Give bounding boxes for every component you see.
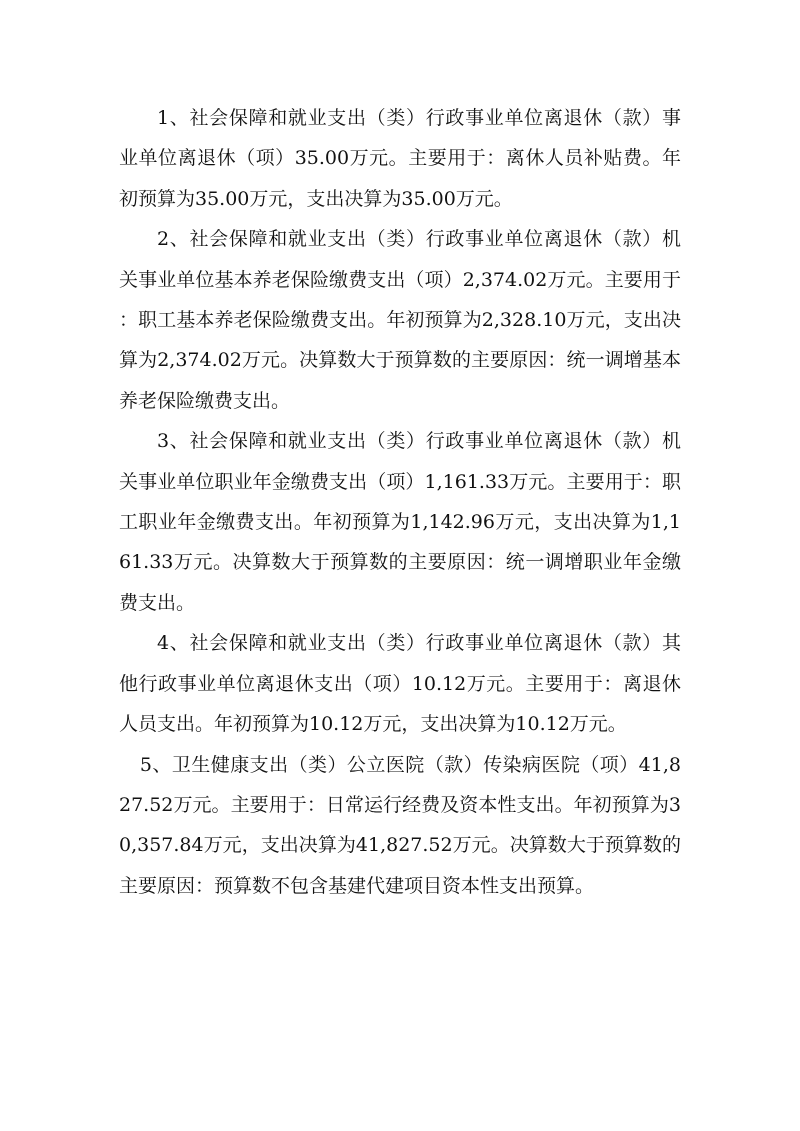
paragraph-2: 2、社会保障和就业支出（类）行政事业单位离退休（款）机关事业单位基本养老保险缴费支出（项）2,374.02万元。主要用于：职工基本养老保险缴费支出。年初预算为2,328.10万元，支出决算为2,374.02万元。决算数大于预算数的主要原因：统一调增基本养老保险缴费支出。 bbox=[119, 228, 681, 412]
paragraph-4: 4、社会保障和就业支出（类）行政事业单位离退休（款）其他行政事业单位离退休支出（项）10.12万元。主要用于：离退休人员支出。年初预算为10.12万元，支出决算为10.12万元。 bbox=[119, 632, 681, 736]
paragraph-3: 3、社会保障和就业支出（类）行政事业单位离退休（款）机关事业单位职业年金缴费支出（项）1,161.33万元。主要用于：职工职业年金缴费支出。年初预算为1,142.96万元，支出决算为1,161.33万元。决算数大于预算数的主要原因：统一调增职业年金缴费支出。 bbox=[119, 430, 681, 614]
document-body bbox=[119, 98, 681, 906]
paragraph-5: 5、卫生健康支出（类）公立医院（款）传染病医院（项）41,827.52万元。主要用于：日常运行经费及资本性支出。年初预算为30,357.84万元，支出决算为41,827.52万元。决算数大于预算数的主要原因：预算数不包含基建代建项目资本性支出预算。 bbox=[119, 753, 681, 897]
paragraph-1: 1、社会保障和就业支出（类）行政事业单位离退休（款）事业单位离退休（项）35.00万元。主要用于：离休人员补贴费。年初预算为35.00万元，支出决算为35.00万元。 bbox=[119, 107, 681, 210]
